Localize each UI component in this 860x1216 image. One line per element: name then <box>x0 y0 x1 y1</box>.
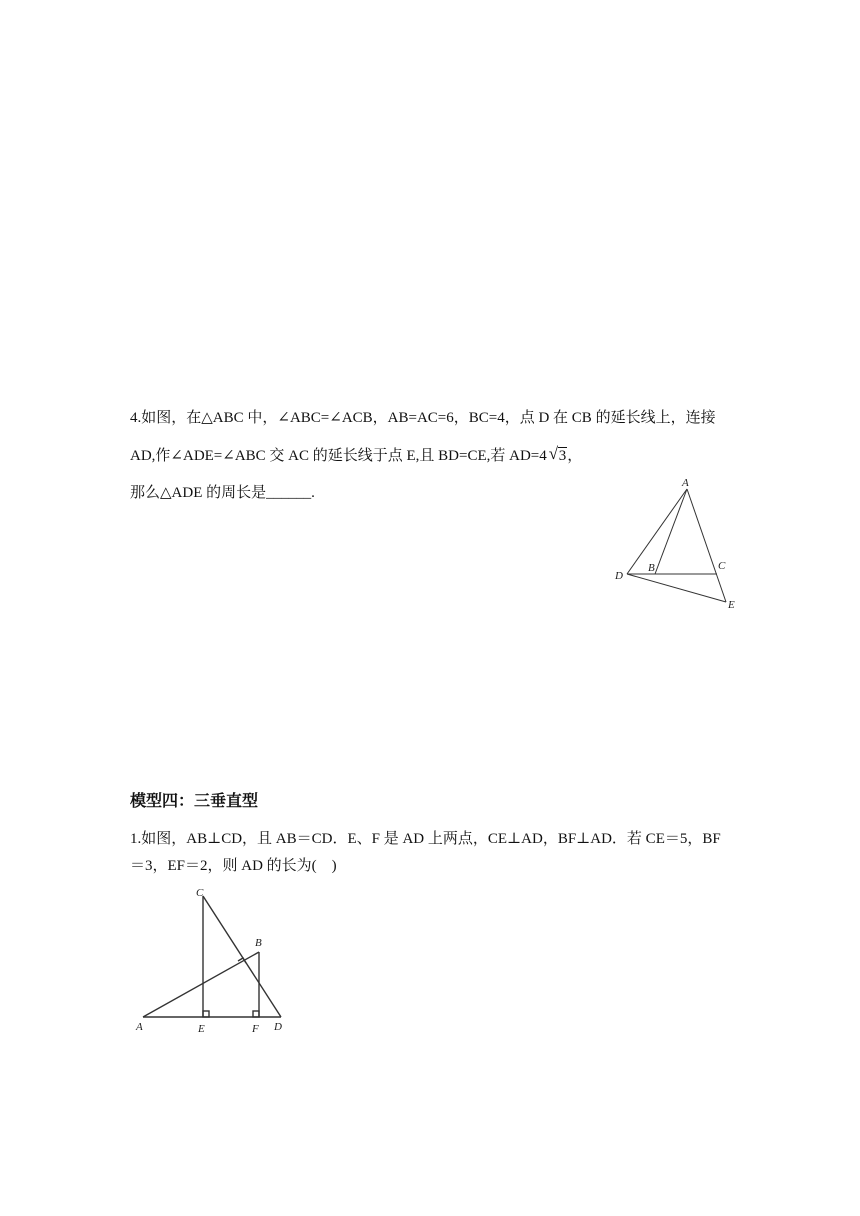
label-e: E <box>198 1023 205 1035</box>
problem4-line2-prefix: AD,作∠ADE=∠ABC 交 AC 的延长线于点 E,且 BD=CE,若 AD=4 <box>130 448 547 464</box>
segment-de <box>627 574 726 602</box>
label-d: D <box>615 570 623 582</box>
segment-ab <box>655 489 687 574</box>
radical-sign-icon: √ <box>548 444 559 463</box>
label-b: B <box>648 562 655 574</box>
sqrt-expression <box>549 446 568 466</box>
label-a: A <box>682 477 689 489</box>
problem4-line1: 4.如图，在△ABC 中，∠ABC=∠ACB，AB=AC=6，BC=4，点 D 在 CB 的延长线上，连接 <box>130 410 716 426</box>
segment-ae <box>687 489 726 602</box>
problem1-figure <box>128 884 293 1040</box>
problem4-figure <box>608 474 748 614</box>
right-angle-marker-e <box>203 1011 209 1017</box>
segment-ab <box>143 952 259 1017</box>
sqrt-radicand: 3 <box>558 448 567 464</box>
problem4-line2 <box>130 446 582 466</box>
label-c: C <box>196 887 204 899</box>
label-a: A <box>136 1021 143 1033</box>
problem4-line2-suffix: ， <box>567 448 583 464</box>
label-c: C <box>718 560 726 572</box>
section-heading: 模型四：三垂直型 <box>130 791 259 810</box>
problem1-line1: 1.如图，AB⊥CD，且 AB＝CD．E、F 是 AD 上两点，CE⊥AD，BF⊥AD．若 CE＝5，BF <box>130 831 721 847</box>
segment-cd <box>203 896 281 1017</box>
problem4-line3: 那么△ADE 的周长是______. <box>130 485 315 501</box>
label-f: F <box>252 1023 259 1035</box>
label-e: E <box>728 599 735 611</box>
label-b: B <box>255 937 262 949</box>
problem1-line2: ＝3，EF＝2，则 AD 的长为( ) <box>130 858 337 874</box>
label-d: D <box>274 1021 282 1033</box>
segment-ad <box>627 489 687 574</box>
right-angle-marker-f <box>253 1011 259 1017</box>
